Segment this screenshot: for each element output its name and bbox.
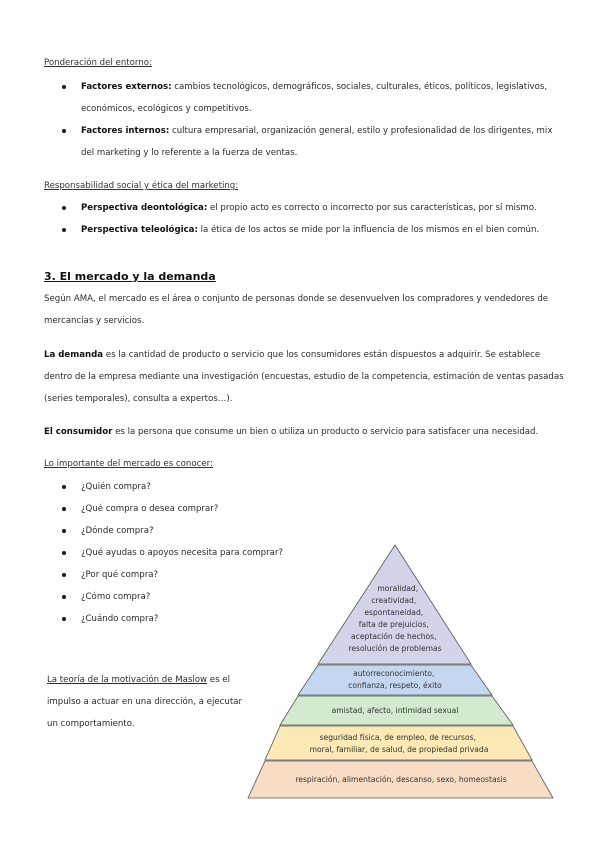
demanda-term: La demanda bbox=[44, 350, 104, 360]
pyramid-level-5-text bbox=[295, 775, 506, 784]
list-item bbox=[44, 120, 564, 164]
responsabilidad-label: Responsabilidad social y ética del marketing: bbox=[44, 181, 239, 191]
maslow-label: La teoría de la motivación de Maslow bbox=[47, 675, 208, 685]
ponderacion-label: Ponderación del entorno: bbox=[44, 58, 152, 68]
pyramid-line: respiración, alimentación, descanso, sexo, homeostasis bbox=[295, 775, 507, 784]
item-text: la ética de los actos se mide por la influencia de los mismos en el bien común. bbox=[197, 225, 540, 235]
term: Perspectiva deontológica: bbox=[81, 203, 208, 213]
list-item bbox=[44, 219, 564, 241]
list-item: ¿Cómo compra? bbox=[44, 586, 324, 608]
pyramid-line: seguridad física, de empleo, de recursos, bbox=[319, 733, 476, 742]
consumidor-term: El consumidor bbox=[44, 427, 113, 437]
term: Factores externos: bbox=[81, 82, 172, 92]
importante-label: Lo importante del mercado es conocer: bbox=[44, 459, 213, 469]
term: Perspectiva teleológica: bbox=[81, 225, 198, 235]
pyramid-level-3-text bbox=[332, 706, 459, 715]
list-item: ¿Qué ayudas o apoyos necesita para comprar? bbox=[44, 542, 324, 564]
list-item: ¿Cuándo compra? bbox=[44, 608, 324, 630]
item-text: cultura empresarial, organización general, estilo y profesionalidad de los dirigentes, mix del marketing y lo referente a la fuerza de ventas. bbox=[81, 126, 553, 158]
list-item: ¿Por qué compra? bbox=[44, 564, 324, 586]
maslow-text: es el impulso a actuar en una dirección, a ejecutar un comportamiento. bbox=[47, 675, 242, 729]
pyramid-level-4 bbox=[265, 726, 532, 760]
demanda-text: es la cantidad de producto o servicio que los consumidores están dispuestos a adquirir. Se establece dentro de la empresa mediante una investigación (encuestas, estudio de la competencia, estimación de ventas pasadas (series temporales), consulta a expertos…). bbox=[44, 350, 564, 404]
demanda-paragraph bbox=[44, 344, 564, 410]
pyramid-line: moralidad, bbox=[377, 584, 419, 593]
pyramid-line: confianza, respeto, éxito bbox=[348, 681, 442, 690]
pyramid-line: resolución de problemas bbox=[348, 644, 442, 653]
pyramid-line: amistad, afecto, intimidad sexual bbox=[331, 706, 459, 715]
consumidor-text: es la persona que consume un bien o utiliza un producto o servicio para satisfacer una necesidad. bbox=[112, 427, 539, 437]
section-title: 3. El mercado y la demanda bbox=[44, 270, 216, 283]
maslow-pyramid bbox=[246, 540, 556, 802]
pyramid-line: creatividad, bbox=[371, 596, 417, 605]
ponderacion-list bbox=[44, 76, 564, 164]
maslow-paragraph bbox=[47, 669, 247, 735]
pyramid-line: aceptación de hechos, bbox=[351, 632, 437, 641]
list-item: ¿Dónde compra? bbox=[44, 520, 324, 542]
item-text: cambios tecnológicos, demográficos, sociales, culturales, éticos, políticos, legislativos, económicos, ecológicos y competitivos. bbox=[81, 82, 548, 114]
pyramid-line: falta de prejuicios, bbox=[358, 620, 429, 629]
item-text: el propio acto es correcto o incorrecto por sus características, por sí mismo. bbox=[207, 203, 537, 213]
consumidor-paragraph bbox=[44, 421, 564, 443]
term: Factores internos: bbox=[81, 126, 170, 136]
pyramid-line: autorreconocimiento, bbox=[353, 669, 435, 678]
intro-paragraph: Según AMA, el mercado es el área o conjunto de personas donde se desenvuelven los compradores y vendedores de mercancías y servicios. bbox=[44, 294, 549, 326]
responsabilidad-list bbox=[44, 197, 564, 241]
pyramid-line: moral, familiar, de salud, de propiedad privada bbox=[309, 745, 489, 754]
list-item bbox=[44, 76, 564, 120]
pyramid-line: espontaneidad, bbox=[364, 608, 424, 617]
list-item: ¿Quién compra? bbox=[44, 476, 324, 498]
list-item: ¿Qué compra o desea comprar? bbox=[44, 498, 324, 520]
list-item bbox=[44, 197, 564, 219]
